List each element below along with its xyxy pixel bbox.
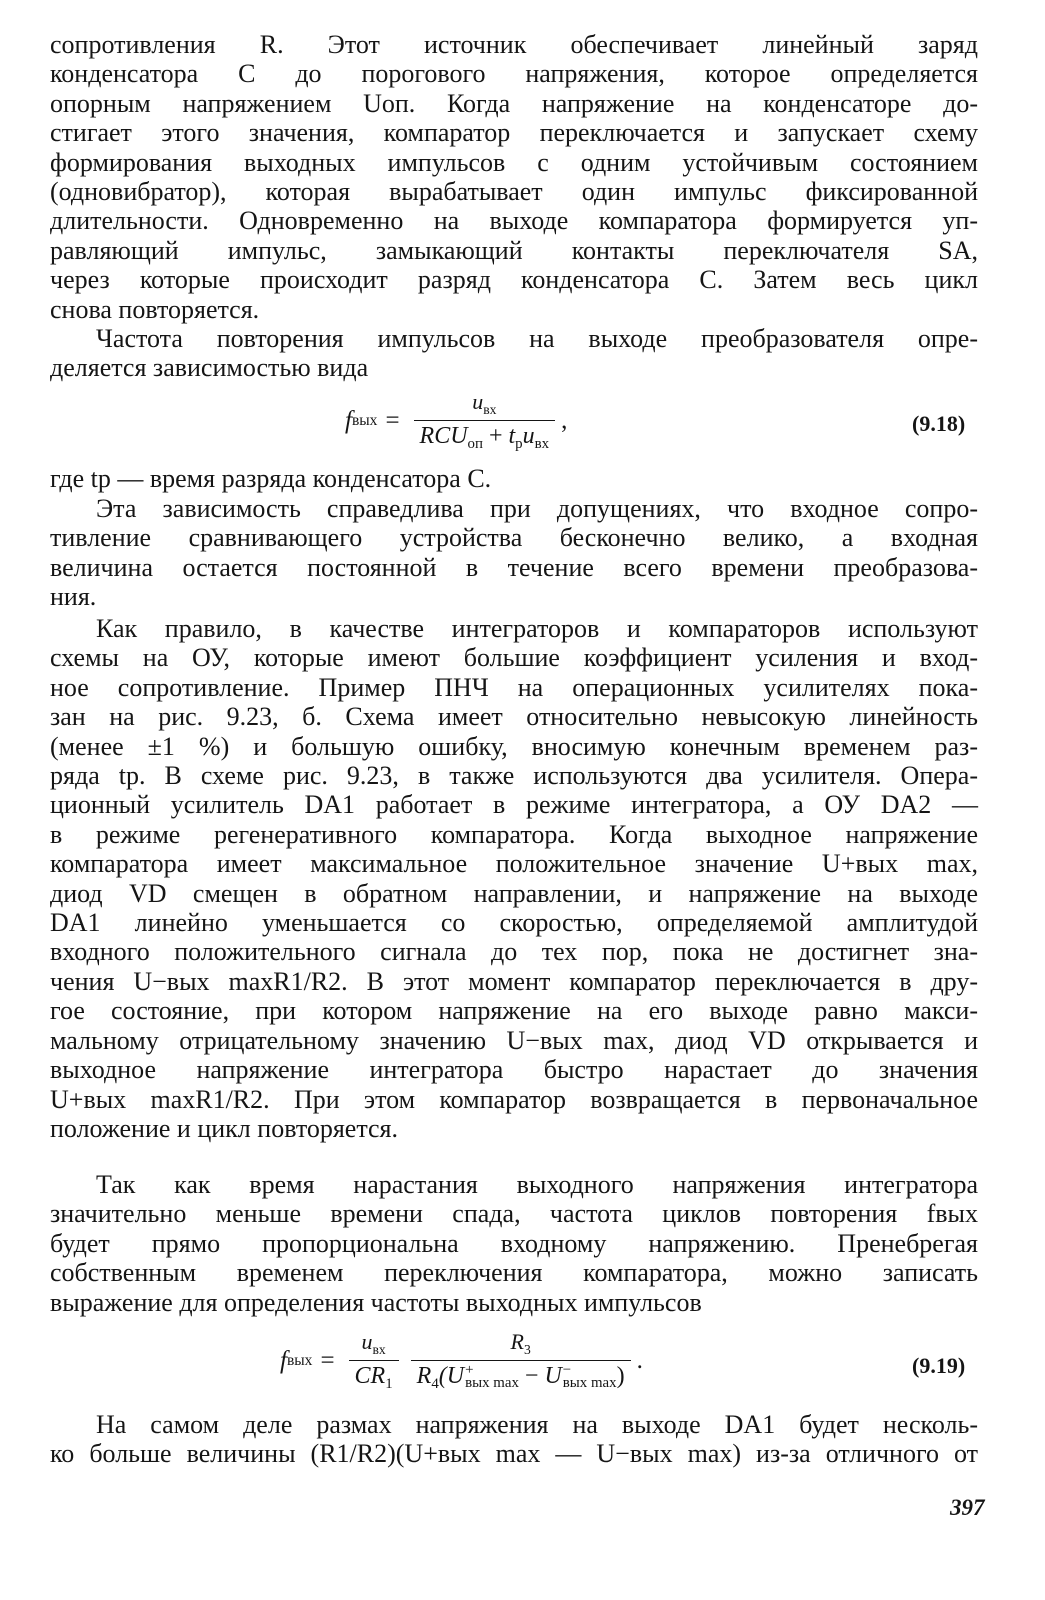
- text-line: диод VD смещен в обратном направлении, и напряжение на выходе: [50, 878, 978, 908]
- paragraph-6: [50, 1170, 978, 1317]
- paragraph-7: [50, 1410, 978, 1469]
- text-line: тивление сравнивающего устройства бесконечно велико, а входная: [50, 523, 978, 553]
- text-line: Как правило, в качестве интеграторов и компараторов используют: [96, 614, 978, 643]
- paragraph-2: [50, 324, 978, 383]
- text-line: мальному отрицательному значению U−вых max, диод VD открывается и: [50, 1025, 978, 1055]
- equation-number: (9.18): [912, 411, 966, 436]
- text-line: равляющий импульс, замыкающий контакты переключателя SA,: [50, 235, 978, 265]
- text-line: входного положительного сигнала до тех пор, пока не достигнет зна-: [50, 937, 978, 967]
- text-line: выражение для определения частоты выходных импульсов: [50, 1287, 702, 1317]
- text-line: DA1 линейно уменьшается со скоростью, определяемой амплитудой: [50, 908, 978, 938]
- text-line: U+вых maxR1/R2. При этом компаратор возвращается в первоначальное: [50, 1084, 978, 1114]
- text-line: компаратора имеет максимальное положительное значение U+вых max,: [50, 849, 978, 879]
- text-line: деляется зависимостью вида: [50, 353, 369, 383]
- text-line: ко больше величины (R1/R2)(U+вых max — U−вых max) из-за отличного от: [50, 1439, 978, 1469]
- paragraph-5: [50, 614, 978, 1143]
- text-line: выходное напряжение интегратора быстро нарастает до значения: [50, 1055, 978, 1085]
- text-line: чения U−вых maxR1/R2. В этот момент компаратор переключается в дру-: [50, 966, 978, 996]
- text-line: через которые происходит разряд конденсатора C. Затем весь цикл: [50, 265, 978, 295]
- text-line: гое состояние, при котором напряжение на его выходе равно макси-: [50, 996, 978, 1026]
- text-line: Эта зависимость справедлива при допущениях, что входное сопро-: [96, 494, 978, 523]
- text-line: ряда tр. В схеме рис. 9.23, в также используются два усилителя. Опера-: [50, 761, 978, 791]
- equation-9-19: f вых = $\frac{u_{вх}}{CR_1}$ $R_3$ $R_4(U$ + вых max − U − вых max ) . (9.19): [280, 1329, 966, 1392]
- paragraph-1: [50, 30, 978, 324]
- text-line: ное сопротивление. Пример ПНЧ на операционных усилителях пока-: [50, 672, 978, 702]
- text-line: формирования выходных импульсов с одним устойчивым состоянием: [50, 147, 978, 177]
- text-line: стигает этого значения, компаратор переключается и запускает схему: [50, 118, 978, 148]
- equation-number: (9.19): [912, 1353, 966, 1378]
- paragraph-3: [50, 464, 978, 493]
- text-line: в режиме регенеративного компаратора. Когда выходное напряжение: [50, 819, 978, 849]
- text-line: ционный усилитель DA1 работает в режиме интегратора, а ОУ DA2 —: [50, 790, 978, 820]
- text-line: На самом деле размах напряжения на выходе DA1 будет несколь-: [96, 1410, 978, 1439]
- text-line: (одновибратор), которая вырабатывает один импульс фиксированной: [50, 177, 978, 207]
- text-line: снова повторяется.: [50, 294, 260, 324]
- text-line: (менее ±1 %) и большую ошибку, вносимую конечным временем раз-: [50, 731, 978, 761]
- text-line: Частота повторения импульсов на выходе преобразователя опре-: [96, 324, 978, 353]
- page-number: 397: [950, 1495, 985, 1520]
- text-line: где tр — время разряда конденсатора C.: [50, 464, 492, 493]
- equation-9-18: f вых = $\frac{u_{вх}}{RCU_{оп} + t_рu_{вх}}$ , (9.18): [345, 389, 966, 452]
- text-line: значительно меньше времени спада, частота циклов повторения fвых: [50, 1199, 978, 1229]
- text-line: собственным временем переключения компаратора, можно записать: [50, 1258, 978, 1288]
- text-line: опорным напряжением Uоп. Когда напряжение на конденсаторе до-: [50, 88, 978, 118]
- text-line: положение и цикл повторяется.: [50, 1113, 399, 1143]
- paragraph-4: [50, 494, 978, 612]
- text-line: сопротивления R. Этот источник обеспечивает линейный заряд: [50, 30, 978, 59]
- text-line: схемы на ОУ, которые имеют большие коэффициент усиления и вход-: [50, 643, 978, 673]
- text-line: длительности. Одновременно на выходе компаратора формируется уп-: [50, 206, 978, 236]
- fraction: $\frac{u_{вх}}{RCU_{оп} + t_рu_{вх}}$: [414, 389, 556, 453]
- fraction: $\frac{u_{вх}}{CR_1}$: [349, 1329, 399, 1393]
- text-line: конденсатора C до порогового напряжения, которое определяется: [50, 59, 978, 89]
- fraction: $R_3$ $R_4(U$ + вых max − U − вых max ): [411, 1329, 631, 1393]
- text-line: Так как время нарастания выходного напряжения интегратора: [96, 1170, 978, 1199]
- text-line: величина остается постоянной в течение всего времени преобразова-: [50, 552, 978, 582]
- text-line: ния.: [50, 582, 97, 612]
- text-line: зан на рис. 9.23, б. Схема имеет относительно невысокую линейность: [50, 702, 978, 732]
- text-line: будет прямо пропорциональна входному напряжению. Пренебрегая: [50, 1228, 978, 1258]
